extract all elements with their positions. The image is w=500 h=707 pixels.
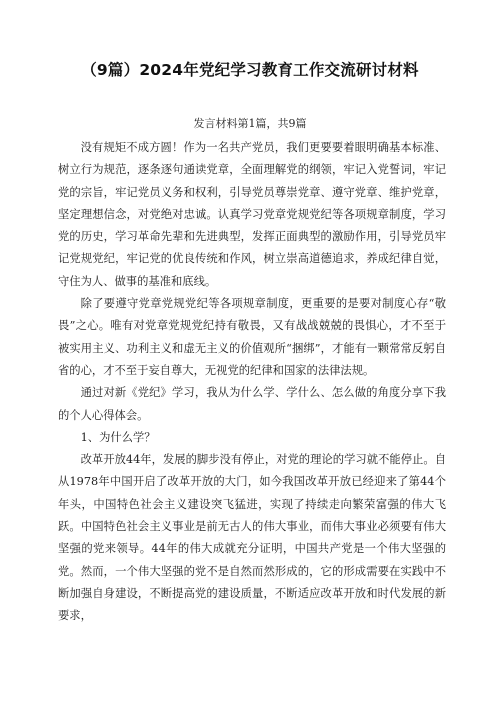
- document-title: （9篇）2024年党纪学习教育工作交流研讨材料: [81, 61, 419, 79]
- paragraph: 没有规矩不成方圆！作为一名共产党员，我们更要要着眼明确基本标准、树立行为规范，逐条逐句通读党章，全面理解党的纲领，牢记入党誓词，牢记党的宗旨，牢记党员义务和权利，引导党员尊崇党章、遵守党章、维护党章，坚定理想信念，对党绝对忠诚。认真学习党章党规党纪等各项规章制度，学习党的历史，学习革命先辈和先进典型，发挥正面典型的激励作用，引导党员牢记党规党纪，牢记党的优良传统和作风，树立崇高道德追求，养成纪律自觉，守住为人、做事的基准和底线。: [58, 141, 446, 288]
- paragraph: 除了要遵守党章党规党纪等各项规章制度，更重要的是要对制度心存“敬畏”之心。唯有对党章党规党纪持有敬畏，又有战战兢兢的畏惧心，才不至于被实用主义、功利主义和虚无主义的价值观所“捆绑”，才能有一颗常常反躬自省的心，才不至于妄自尊大，无视党的纪律和国家的法律法规。: [58, 297, 446, 377]
- document-subtitle: 发言材料第1篇，共9篇: [193, 117, 307, 130]
- document-body: [58, 137, 446, 628]
- section-heading: 1、为什么学？: [80, 430, 156, 444]
- paragraph: 通过对新《党纪》学习，我从为什么学、学什么、怎么做的角度分享下我的个人心得体会。: [58, 386, 446, 422]
- paragraph: 改革开放44年，发展的脚步没有停止，对党的理论的学习就不能停止。自从1978年中国开启了改革开放的大门，如今我国改革开放已经迎来了第44个年头，中国特色社会主义建设突飞猛进，实现了持续走向繁荣富强的伟大飞跃。中国特色社会主义事业是前无古人的伟大事业，而伟大事业必须要有伟大坚强的党来领导。44年的伟大成就充分证明，中国共产党是一个伟大坚强的党。然而，一个伟大坚强的党不是自然而然形成的，它的形成需要在实践中不断加强自身建设，不断提高党的建设质量，不断适应改革开放和时代发展的新要求，: [58, 453, 446, 623]
